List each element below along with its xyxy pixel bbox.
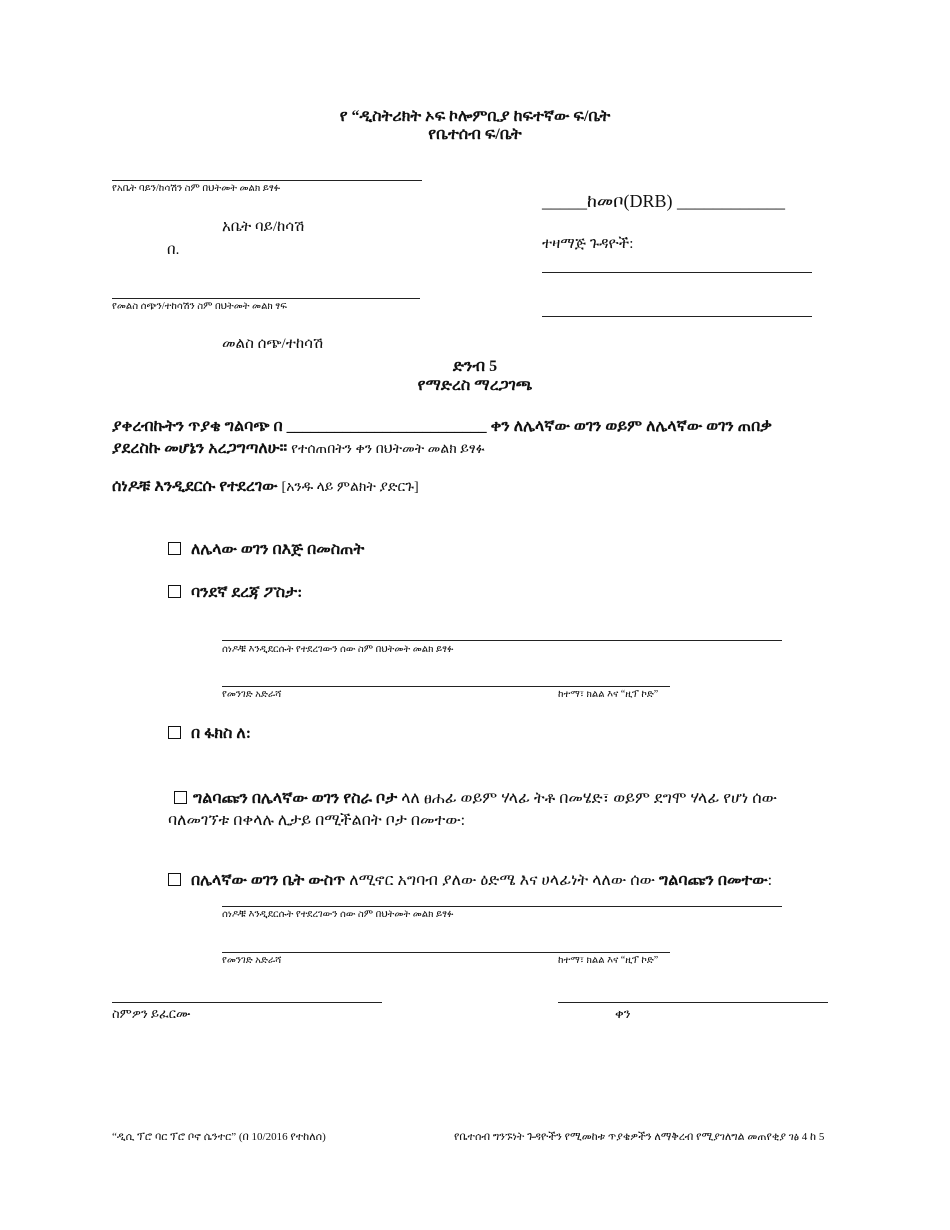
defendant-name-line[interactable]: [112, 298, 420, 299]
city-hint-2: ከተማ፣ ክልል እና “ዚፕ ኮድ”: [558, 955, 659, 966]
option-home-text2: :: [767, 872, 773, 889]
checkbox-mail[interactable]: [168, 585, 181, 598]
option-mail-label: ባንደኛ ደረጃ ፖስታ:: [191, 584, 303, 601]
form-title: የማድረስ ማረጋገጫ: [417, 377, 533, 394]
option-work: [168, 788, 848, 832]
footer-left: “ዲሲ ፕሮ ባር ፕሮ ቦኖ ሴንተር” (በ 10/2016 የተከለሰ): [112, 1131, 326, 1143]
related-cases-label: ተዛማጅ ጉዳዮች:: [542, 236, 634, 252]
certification-part2: ቀን ለሌላኛው ወገን ወይም ለሌላኛው ወገን ጠበቃ: [486, 418, 772, 435]
court-division: የቤተሰብ ፍ/ቤት: [428, 126, 522, 143]
service-date-blank[interactable]: _________________________: [286, 418, 487, 435]
checkbox-hand[interactable]: [168, 542, 181, 555]
option-mail: [168, 584, 302, 602]
street-hint-2: የመንገድ አድራሻ: [222, 955, 282, 966]
court-name: የ “ዲስትሪክት ኦፍ ኮሎምቢያ ከፍተኛው ፍ/ቤት: [339, 108, 611, 125]
option-work-bold: ግልባጩን በሌላኛው ወገን የስራ ቦታ: [193, 790, 398, 807]
defendant-role: መልስ ሰጭ/ተከሳሽ: [222, 336, 324, 352]
plaintiff-name-line[interactable]: [112, 180, 422, 181]
date-label: ቀን: [615, 1006, 631, 1021]
delivery-label: ሰነዶቹ እንዲደርሱ የተደረገው: [112, 478, 278, 495]
option-work-text1: ላለ ፀሐፊ ወይም ሃላፊ ትቶ በመሄድ፣ ወይም ደግሞ ሃላፊ የሆነ ሰው: [397, 790, 778, 807]
address-line-2[interactable]: [222, 952, 670, 953]
plaintiff-name-hint: የአቤት ባይን/ከሳሽን ስም በህትመት መልክ ይፃፉ: [112, 183, 281, 194]
related-case-line-2[interactable]: [542, 316, 812, 317]
recipient-name-line[interactable]: [222, 640, 782, 641]
signature-label: ስምዎን ይፈርሙ: [112, 1006, 191, 1021]
recipient-name-hint: ሰነዶቹ እንዲደርሱት የተደረገውን ሰው ስም በህትመት መልክ ይፃፉ: [222, 644, 454, 655]
form-number: ድንብ 5: [452, 358, 498, 375]
street-hint: የመንገድ አድራሻ: [222, 689, 282, 700]
certification-part3: ያደረስኩ መሆኔን አረጋግጣለሁ።: [112, 440, 288, 457]
recipient-name-hint-2: ሰነዶቹ እንዲደርሱት የተደረገውን ሰው ስም በህትመት መልክ ይፃፉ: [222, 909, 454, 920]
city-hint: ከተማ፣ ክልል እና “ዚፕ ኮድ”: [558, 689, 659, 700]
option-hand: [168, 541, 364, 559]
certification-statement: [112, 416, 852, 461]
related-case-line-1[interactable]: [542, 272, 812, 273]
address-line[interactable]: [222, 686, 670, 687]
option-fax: [168, 725, 251, 743]
option-work-text2: ባለመገኘቱ በቀላሉ ሊታይ በሚችልበት ቦታ በመተው:: [168, 812, 466, 829]
option-hand-label: ለሌላው ወገን በእጅ በመስጠት: [191, 541, 365, 558]
case-number-field[interactable]: _____ከመቦ(DRB) ____________: [542, 191, 786, 211]
recipient-name-line-2[interactable]: [222, 906, 782, 907]
checkbox-work[interactable]: [174, 791, 187, 804]
option-fax-label: በ ፋክስ ለ:: [191, 725, 252, 742]
date-line[interactable]: [558, 1002, 828, 1003]
checkbox-fax[interactable]: [168, 726, 181, 739]
option-home-bold1: በሌላኛው ወገን ቤት ውስጥ: [191, 872, 346, 889]
signature-line[interactable]: [112, 1002, 382, 1003]
footer-right: የቤተሰብ ግንኙነት ጉዳዮችን የሚመከቱ ጥያቄዎችን ለማቅረብ የሚያገለግል መጠየቂያ ገፅ 4 ከ 5: [454, 1131, 825, 1143]
option-home-bold2: ግልባጩን በመተው: [659, 872, 768, 889]
plaintiff-role: አቤት ባይ/ከሳሽ: [222, 219, 305, 235]
versus-label: በ.: [167, 242, 180, 258]
option-home-text1: ለሚኖር አግባብ ያለው ዕድሜ እና ሀላፊነት ላለው ሰው: [345, 872, 660, 889]
defendant-name-hint: የመልስ ሰጭን/ተከሳሽን ስም በህትመት መልክ ፃፍ: [112, 301, 287, 312]
delivery-instruction: [አንዱ ላይ ምልክት ያድርጉ]: [281, 480, 419, 495]
certification-note: የተሰጠበትን ቀን በህትመት መልክ ይፃፉ: [291, 442, 485, 457]
delivery-method: [112, 478, 419, 496]
option-home: [168, 872, 772, 890]
certification-part1: ያቀረብኩትን ጥያቄ ግልባጭ በ: [112, 418, 287, 435]
checkbox-home[interactable]: [168, 873, 181, 886]
